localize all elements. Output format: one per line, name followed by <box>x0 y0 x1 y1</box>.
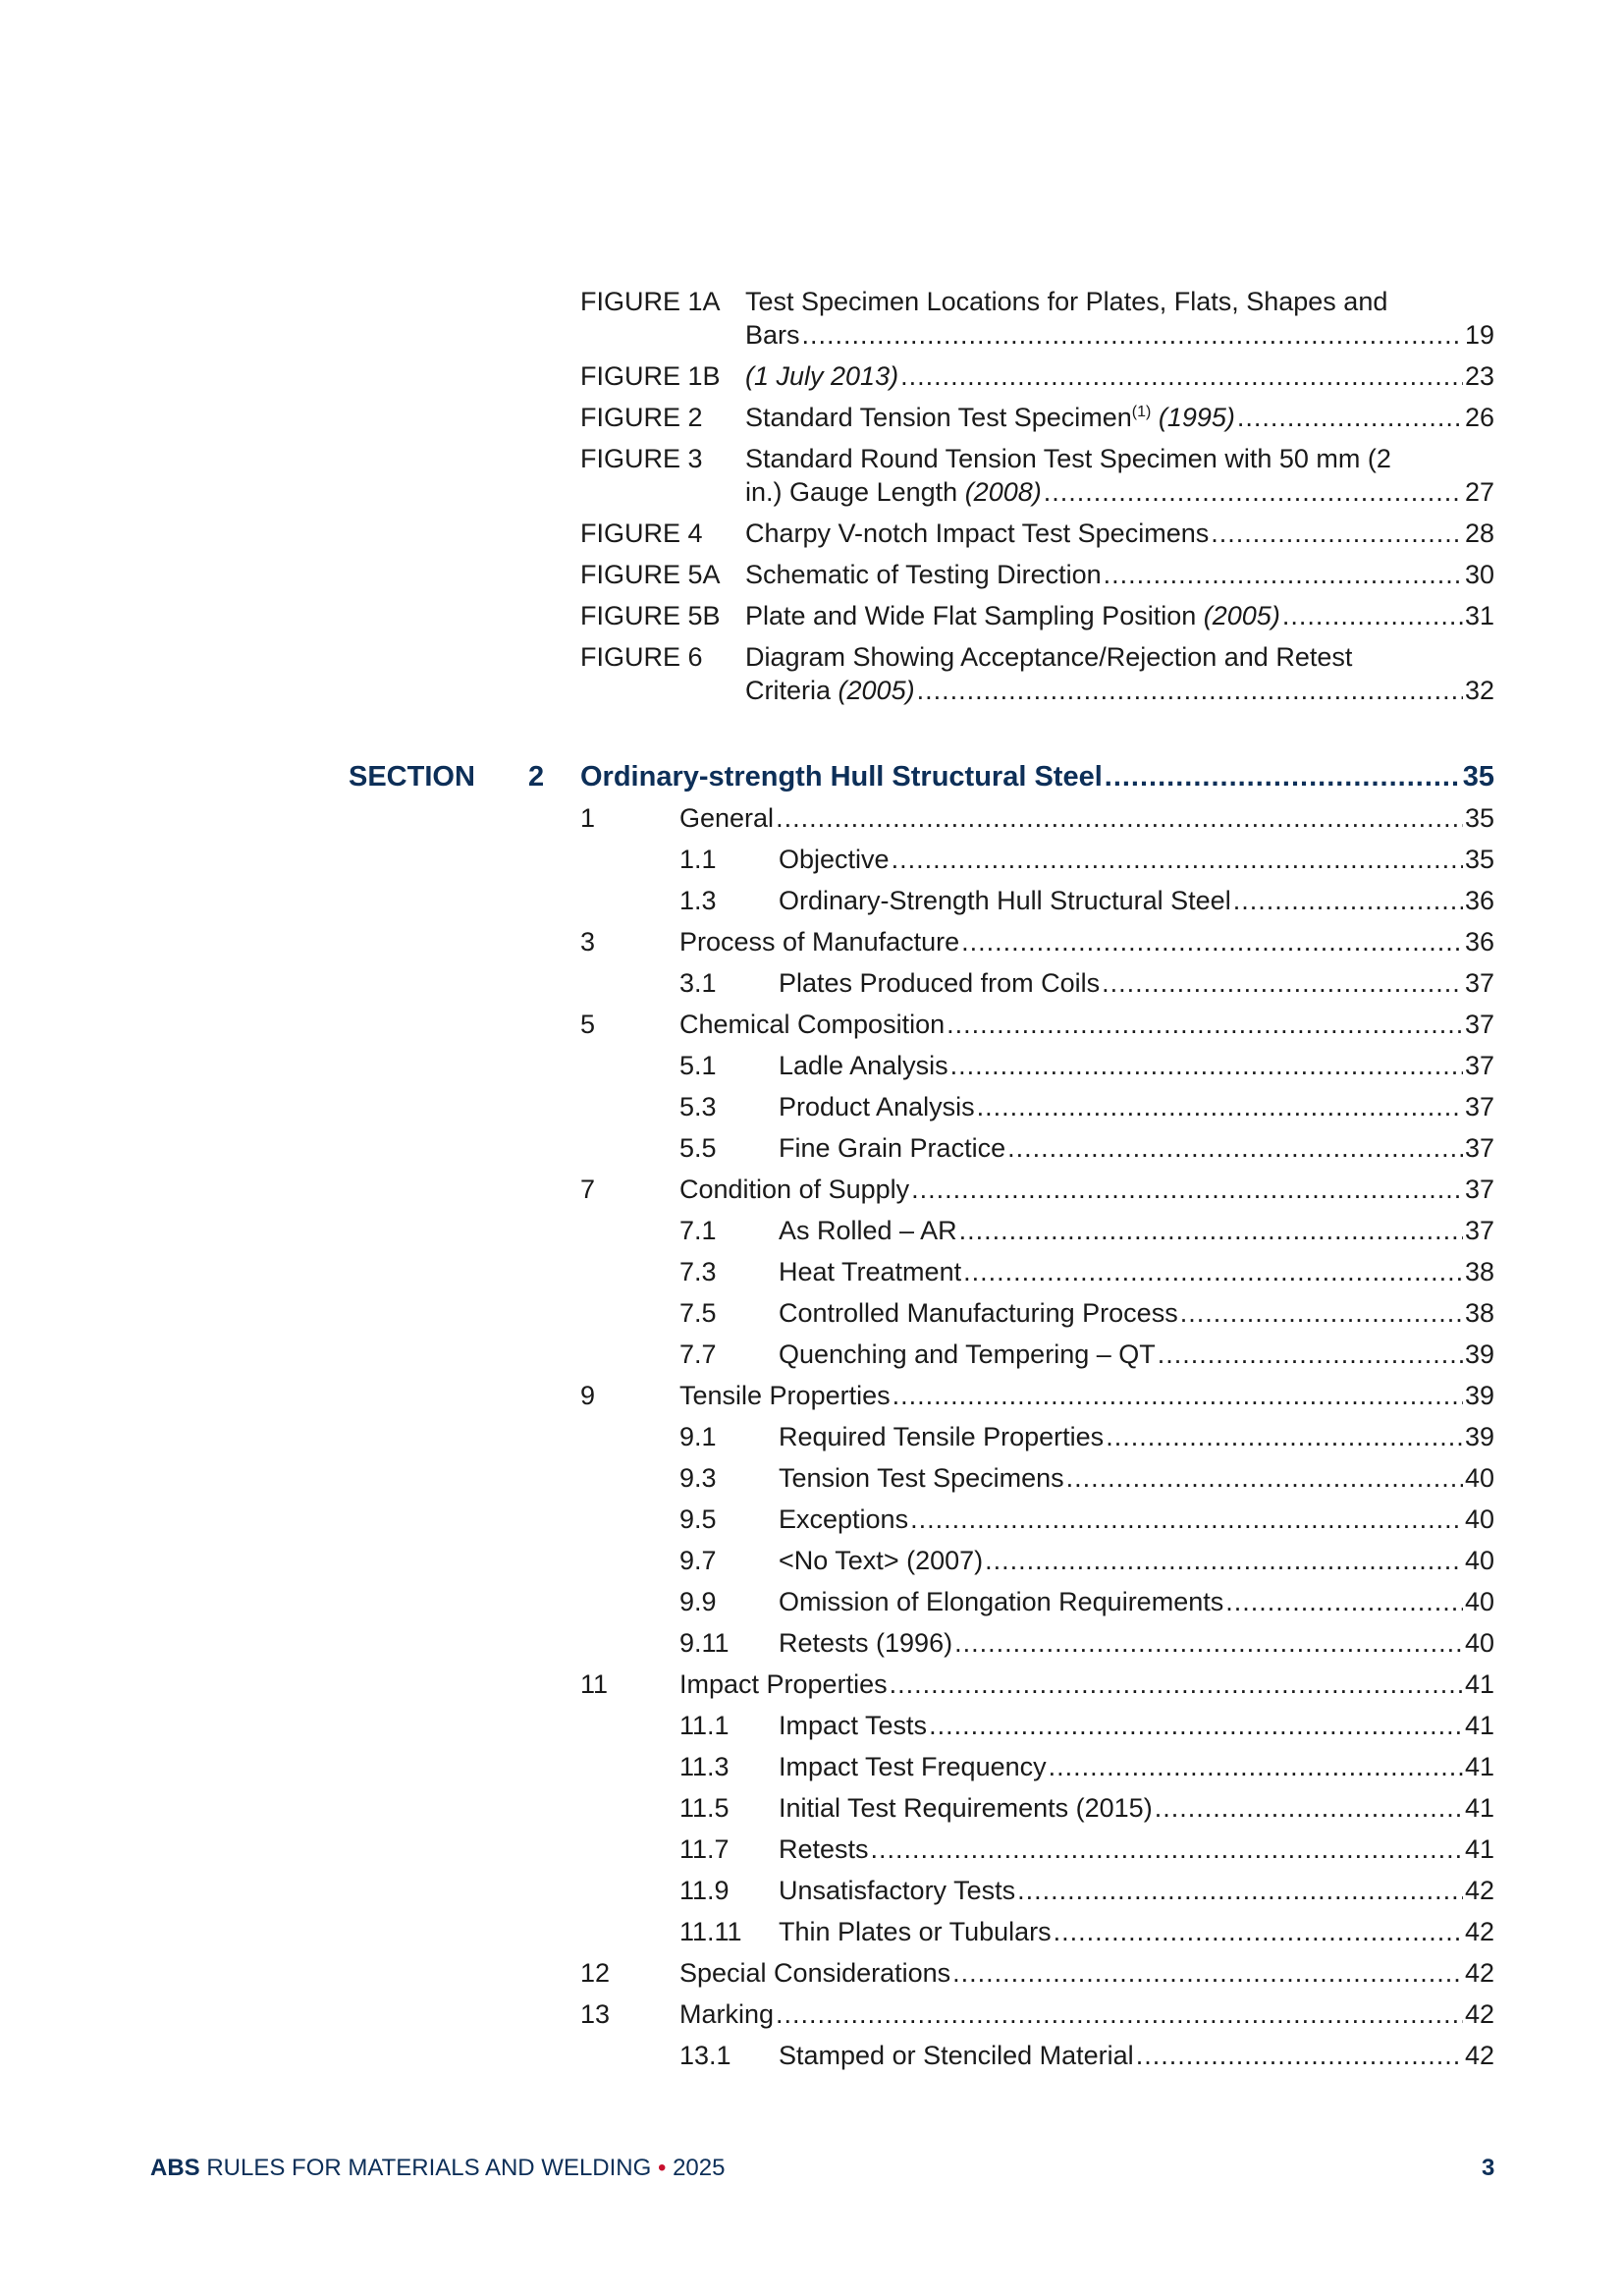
page-number: 27 <box>1464 477 1494 507</box>
entry-number: 7.5 <box>679 1298 717 1328</box>
entry-title: Exceptions <box>779 1504 909 1534</box>
dot-leader <box>1017 1870 1463 1911</box>
paragraph-entry[interactable] <box>679 921 1494 962</box>
figure-6-title-line1: Diagram Showing Acceptance/Rejection and Retest <box>745 642 1353 672</box>
dot-leader <box>963 1251 1463 1292</box>
page-number: 35 <box>1462 761 1494 793</box>
page-number: 19 <box>1464 320 1494 350</box>
page-number: 32 <box>1464 676 1494 705</box>
dot-leader <box>929 1705 1463 1746</box>
dot-leader <box>1102 962 1463 1004</box>
page-number: 30 <box>1464 560 1494 589</box>
entry-title: General <box>679 803 775 833</box>
entry-number: 11.5 <box>679 1793 730 1823</box>
page-number: 40 <box>1464 1463 1494 1493</box>
page-number: 42 <box>1464 1958 1494 1988</box>
dot-leader <box>776 1994 1463 2035</box>
figure-2-label: FIGURE 2 <box>580 403 703 432</box>
page-number: 26 <box>1464 403 1494 432</box>
entry-number: 11.1 <box>679 1711 730 1740</box>
entry-title: Retests <box>779 1834 869 1864</box>
subsection-entry[interactable] <box>779 1870 1494 1911</box>
paragraph-entry[interactable] <box>679 1004 1494 1045</box>
entry-title: Unsatisfactory Tests <box>779 1876 1016 1905</box>
figure-1b-label: FIGURE 1B <box>580 361 721 391</box>
dot-leader <box>802 314 1463 355</box>
page-number: 36 <box>1464 927 1494 957</box>
subsection-entry[interactable] <box>779 1787 1494 1829</box>
page-number: 36 <box>1464 886 1494 915</box>
page-number: 40 <box>1464 1504 1494 1534</box>
page-number: 37 <box>1464 1133 1494 1163</box>
figure-6-label: FIGURE 6 <box>580 642 703 672</box>
subsection-entry[interactable] <box>779 1416 1494 1457</box>
subsection-entry[interactable] <box>779 1127 1494 1169</box>
dot-leader <box>892 839 1463 880</box>
entry-title: Impact Tests <box>779 1711 928 1740</box>
dot-leader <box>1054 1911 1463 1952</box>
dot-leader <box>890 1664 1463 1705</box>
entry-title: Heat Treatment <box>779 1257 962 1286</box>
entry-title: Controlled Manufacturing Process <box>779 1298 1178 1328</box>
bullet-separator: • <box>657 2155 667 2181</box>
dot-leader <box>1049 1746 1463 1787</box>
dot-leader <box>1007 1127 1463 1169</box>
page-number: 39 <box>1464 1339 1494 1369</box>
dot-leader <box>977 1086 1463 1127</box>
entry-number: 7.7 <box>679 1339 717 1369</box>
entry-number: 9.7 <box>679 1546 717 1575</box>
section-number: 2 <box>528 761 545 793</box>
figure-3-title-line1: Standard Round Tension Test Specimen with 50 mm (2 <box>745 444 1391 473</box>
page-number: 28 <box>1464 519 1494 548</box>
subsection-entry[interactable] <box>779 1499 1494 1540</box>
page-number: 37 <box>1464 1010 1494 1039</box>
entry-number: 7.3 <box>679 1257 717 1286</box>
figure-1b-entry[interactable]: (1 July 2013) ..... 23 <box>745 355 1494 397</box>
page-number: 41 <box>1464 1669 1494 1699</box>
entry-title: Fine Grain Practice <box>779 1133 1006 1163</box>
subsection-entry[interactable] <box>779 880 1494 921</box>
subsection-entry[interactable] <box>779 962 1494 1004</box>
entry-title: Condition of Supply <box>679 1175 910 1204</box>
entry-number: 12 <box>580 1958 611 1988</box>
footer-title: ABS RULES FOR MATERIALS AND WELDING • 2025 <box>150 2155 726 2181</box>
entry-number: 1.3 <box>679 886 717 915</box>
figure-5b-label: FIGURE 5B <box>580 601 721 630</box>
dot-leader <box>1282 595 1463 636</box>
subsection-entry[interactable] <box>779 839 1494 880</box>
subsection-entry[interactable] <box>779 2035 1494 2076</box>
page-number: 38 <box>1464 1298 1494 1328</box>
figure-6-entry[interactable]: Criteria (2005) ..... 32 <box>745 670 1494 711</box>
subsection-entry[interactable] <box>779 1829 1494 1870</box>
page-number: 40 <box>1464 1546 1494 1575</box>
page-number: 39 <box>1464 1422 1494 1451</box>
subsection-entry[interactable] <box>779 1911 1494 1952</box>
entry-number: 11.3 <box>679 1752 730 1781</box>
page-number: 37 <box>1464 1175 1494 1204</box>
figure-1a-entry[interactable]: Bars ..... 19 <box>745 314 1494 355</box>
entry-number: 5 <box>580 1010 596 1039</box>
dot-leader <box>1180 1292 1463 1334</box>
dot-leader <box>947 1004 1463 1045</box>
entry-title: Omission of Elongation Requirements <box>779 1587 1224 1616</box>
dot-leader <box>1211 513 1463 554</box>
entry-number: 11.9 <box>679 1876 730 1905</box>
entry-title: Impact Properties <box>679 1669 888 1699</box>
page-number: 35 <box>1464 845 1494 874</box>
entry-number: 9.3 <box>679 1463 717 1493</box>
subsection-entry[interactable] <box>779 1251 1494 1292</box>
subsection-entry[interactable] <box>779 1705 1494 1746</box>
entry-title: Plates Produced from Coils <box>779 968 1101 998</box>
dot-leader <box>1158 1334 1463 1375</box>
entry-title: Special Considerations <box>679 1958 951 1988</box>
subsection-entry[interactable] <box>779 1086 1494 1127</box>
dot-leader <box>910 1499 1463 1540</box>
dot-leader <box>900 355 1463 397</box>
entry-number: 9 <box>580 1381 596 1410</box>
entry-title: Initial Test Requirements (2015) <box>779 1793 1153 1823</box>
abs-logo-text: ABS <box>150 2155 200 2181</box>
subsection-entry[interactable] <box>779 1045 1494 1086</box>
figure-2-entry[interactable]: Standard Tension Test Specimen$^{(1)}$ (1995) ..... 26 <box>745 397 1494 438</box>
page-number: 35 <box>1464 803 1494 833</box>
entry-number: 9.5 <box>679 1504 717 1534</box>
entry-title: Impact Test Frequency <box>779 1752 1047 1781</box>
figure-3-entry[interactable]: in.) Gauge Length (2008) ..... 27 <box>745 471 1494 513</box>
page-number: 37 <box>1464 968 1494 998</box>
dot-leader <box>950 1045 1463 1086</box>
entry-number: 11 <box>580 1669 609 1699</box>
dot-leader <box>911 1169 1463 1210</box>
entry-number: 9.1 <box>679 1422 717 1451</box>
page-number: 42 <box>1464 1917 1494 1946</box>
section-title-entry[interactable]: Ordinary-strength Hull Structural Steel ..... 35 <box>580 756 1494 797</box>
dot-leader <box>954 1622 1463 1664</box>
page-number: 42 <box>1464 1876 1494 1905</box>
page-number: 38 <box>1464 1257 1494 1286</box>
page-number: 42 <box>1464 2041 1494 2070</box>
entry-title: Product Analysis <box>779 1092 975 1121</box>
subsection-entry[interactable] <box>779 1540 1494 1581</box>
dot-leader <box>952 1952 1463 1994</box>
figure-4-entry[interactable]: Charpy V-notch Impact Test Specimens ..... 28 <box>745 513 1494 554</box>
dot-leader <box>985 1540 1463 1581</box>
page-number: 42 <box>1464 1999 1494 2029</box>
entry-title: Tensile Properties <box>679 1381 891 1410</box>
dot-leader <box>871 1829 1463 1870</box>
footer-page-number: 3 <box>1482 2155 1495 2181</box>
dot-leader <box>961 921 1463 962</box>
entry-title: As Rolled – AR <box>779 1216 957 1245</box>
dot-leader <box>1066 1457 1463 1499</box>
dot-leader <box>1106 1416 1463 1457</box>
dot-leader <box>1104 554 1463 595</box>
section-word: SECTION <box>349 761 475 793</box>
entry-number: 3 <box>580 927 596 957</box>
subsection-entry[interactable] <box>779 1292 1494 1334</box>
subsection-entry[interactable] <box>779 1746 1494 1787</box>
figure-5b-entry[interactable]: Plate and Wide Flat Sampling Position (2005) ..... 31 <box>745 595 1494 636</box>
dot-leader <box>1136 2035 1463 2076</box>
entry-title: Process of Manufacture <box>679 927 960 957</box>
entry-title: Objective <box>779 845 890 874</box>
subsection-entry[interactable] <box>779 1622 1494 1664</box>
entry-title: Marking <box>679 1999 775 2029</box>
entry-title: Chemical Composition <box>679 1010 946 1039</box>
subsection-entry[interactable] <box>779 1457 1494 1499</box>
paragraph-entry[interactable] <box>679 1994 1494 2035</box>
page-number: 40 <box>1464 1628 1494 1658</box>
entry-number: 1.1 <box>679 845 717 874</box>
figure-1a-title-line1: Test Specimen Locations for Plates, Flats, Shapes and <box>745 287 1388 316</box>
page-number: 37 <box>1464 1051 1494 1080</box>
entry-title: Quenching and Tempering – QT <box>779 1339 1156 1369</box>
entry-number: 3.1 <box>679 968 717 998</box>
page-number: 41 <box>1464 1752 1494 1781</box>
dot-leader <box>1233 880 1463 921</box>
subsection-entry[interactable] <box>779 1210 1494 1251</box>
entry-title: Required Tensile Properties <box>779 1422 1105 1451</box>
dot-leader <box>1237 397 1463 438</box>
entry-number: 13 <box>580 1999 611 2029</box>
dot-leader <box>1105 756 1461 797</box>
page-number: 37 <box>1464 1216 1494 1245</box>
page-number: 23 <box>1464 361 1494 391</box>
paragraph-entry[interactable] <box>679 1664 1494 1705</box>
figure-3-label: FIGURE 3 <box>580 444 703 473</box>
figure-5a-label: FIGURE 5A <box>580 560 721 589</box>
paragraph-entry[interactable] <box>679 1169 1494 1210</box>
page-number: 41 <box>1464 1711 1494 1740</box>
dot-leader <box>1225 1581 1463 1622</box>
entry-title: <No Text> (2007) <box>779 1546 984 1575</box>
paragraph-entry[interactable] <box>679 1952 1494 1994</box>
entry-title: Ladle Analysis <box>779 1051 948 1080</box>
entry-number: 9.9 <box>679 1587 717 1616</box>
dot-leader <box>776 797 1463 839</box>
page-number: 39 <box>1464 1381 1494 1410</box>
entry-number: 13.1 <box>679 2041 731 2070</box>
subsection-entry[interactable] <box>779 1334 1494 1375</box>
page-number: 37 <box>1464 1092 1494 1121</box>
page-number: 41 <box>1464 1793 1494 1823</box>
figure-5a-entry[interactable]: Schematic of Testing Direction ..... 30 <box>745 554 1494 595</box>
figure-1a-label: FIGURE 1A <box>580 287 721 316</box>
subsection-entry[interactable] <box>779 1581 1494 1622</box>
figure-4-label: FIGURE 4 <box>580 519 703 548</box>
entry-number: 5.3 <box>679 1092 717 1121</box>
entry-number: 5.1 <box>679 1051 717 1080</box>
entry-title: Retests (1996) <box>779 1628 953 1658</box>
entry-title: Stamped or Stenciled Material <box>779 2041 1134 2070</box>
paragraph-entry[interactable] <box>679 1375 1494 1416</box>
entry-number: 1 <box>580 803 596 833</box>
entry-number: 5.5 <box>679 1133 717 1163</box>
page-number: 31 <box>1464 601 1494 630</box>
entry-title: Thin Plates or Tubulars <box>779 1917 1052 1946</box>
page-number: 41 <box>1464 1834 1494 1864</box>
dot-leader <box>1044 471 1463 513</box>
entry-title: Tension Test Specimens <box>779 1463 1064 1493</box>
entry-number: 11.11 <box>679 1917 742 1946</box>
dot-leader <box>893 1375 1463 1416</box>
entry-title: Ordinary-Strength Hull Structural Steel <box>779 886 1231 915</box>
entry-number: 7 <box>580 1175 596 1204</box>
entry-number: 9.11 <box>679 1628 730 1658</box>
entry-number: 11.7 <box>679 1834 730 1864</box>
page-number: 40 <box>1464 1587 1494 1616</box>
dot-leader <box>1155 1787 1463 1829</box>
dot-leader <box>959 1210 1463 1251</box>
dot-leader <box>917 670 1463 711</box>
entry-number: 7.1 <box>679 1216 717 1245</box>
paragraph-entry[interactable] <box>679 797 1494 839</box>
